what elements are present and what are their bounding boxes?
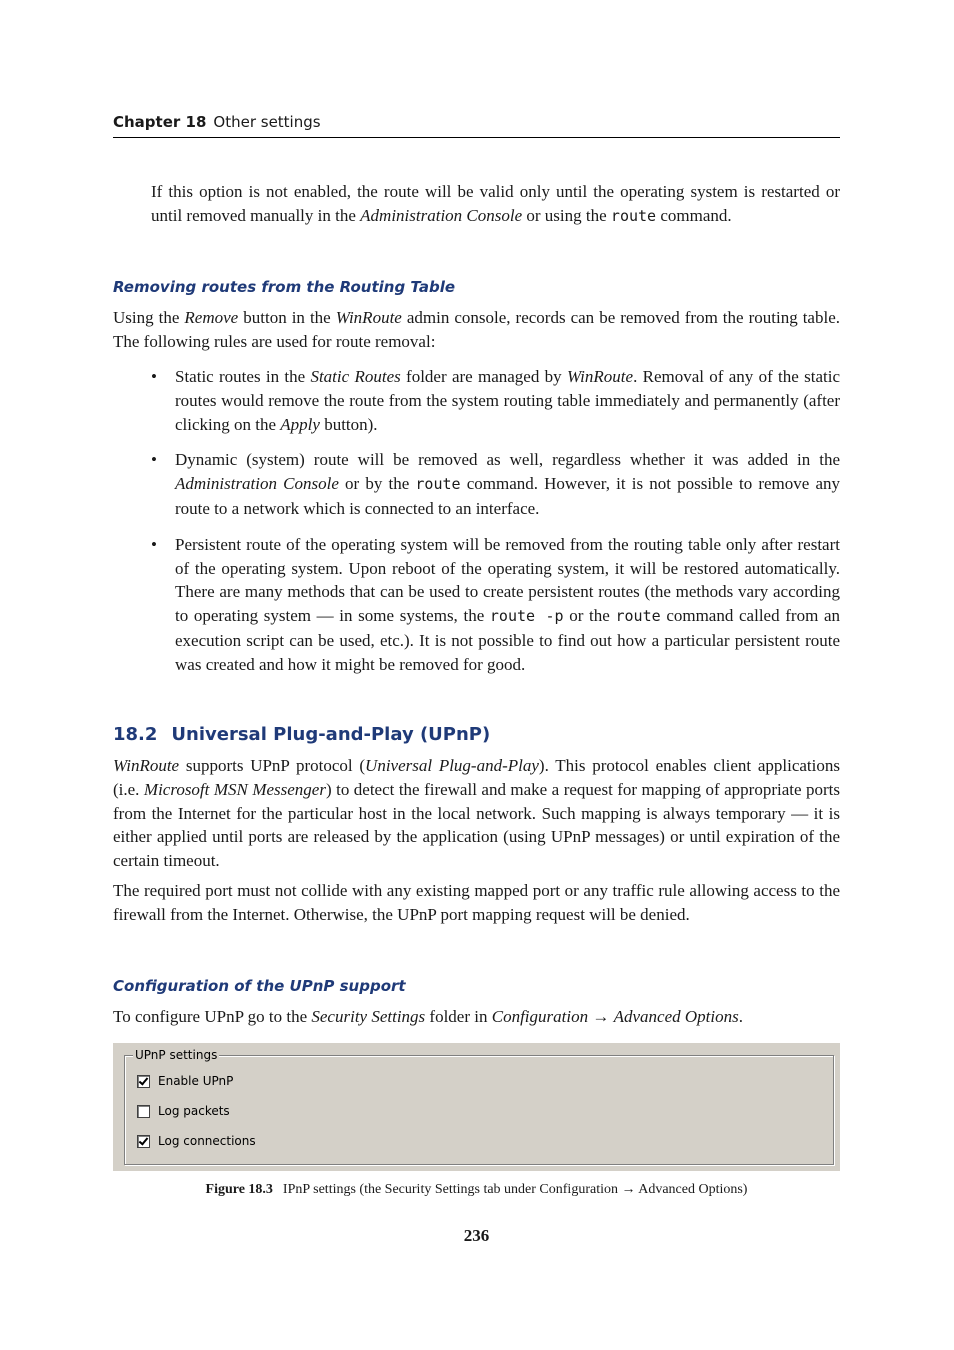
subheading-upnp-config: Configuration of the UPnP support [113,977,406,995]
running-head [113,113,840,138]
log-connections-option[interactable] [137,1134,256,1148]
removal-rules-list [151,365,840,689]
enable-upnp-checkbox[interactable] [137,1075,150,1088]
upnp-port-paragraph: The required port must not collide with any existing mapped port or any traffic rule allowing access to the firewall from the Internet. Otherwise, the UPnP port mapping request will be denied. [113,881,840,924]
log-packets-checkbox[interactable] [137,1105,150,1118]
enable-upnp-option[interactable] [137,1074,233,1088]
list-item: • Persistent route of the operating system will be removed from the routing table only after restart of the operating system. Upon reboot of the operating system, it will be restored automatically. There are many methods that can be used to create persistent routes (the methods vary according to operating system — in some systems, the route -p or the route command called from an execution script can be used, etc.). It is not possible to find out how a particular persistent route was created and how it might be removed for good. [151,533,840,677]
upnp-intro-paragraph: WinRoute supports UPnP protocol (Universal Plug-and-Play). This protocol enables client applications (i.e. Microsoft MSN Messenger) to detect the firewall and make a request for mapping of appropriate ports from the Internet for the particular host in the local network. Such mapping is always temporary — it is either applied until ports are released by the application (using UPnP messages) or until expiration of the certain timeout. [113,756,840,871]
checkbox-label: Log connections [158,1134,256,1148]
subheading-removing-routes: Removing routes from the Routing Table [113,278,456,296]
chapter-title: Other settings [213,113,321,131]
section-heading-upnp [113,724,490,745]
log-connections-checkbox[interactable] [137,1135,150,1148]
chapter-label: Chapter 18 [113,113,207,131]
list-item: • Static routes in the Static Routes folder are managed by WinRoute. Removal of any of the static routes would remove the route from the system routing table immediately and permanently (after clicking on the Apply button). [151,365,840,436]
figure-caption [113,1182,840,1198]
upnp-config-paragraph: To configure UPnP go to the Security Settings folder in Configuration → Advanced Options. [113,1007,743,1026]
removing-intro-paragraph: Using the Remove button in the WinRoute admin console, records can be removed from the routing table. The following rules are used for route removal: [113,308,840,351]
upnp-settings-dialog [113,1043,840,1171]
intro-paragraph: If this option is not enabled, the route will be valid only until the operating system is restarted or until removed manually in the Administration Console or using the route command. [151,182,840,225]
log-packets-option[interactable] [137,1104,230,1118]
section-number: 18.2 [113,724,158,745]
upnp-settings-groupbox [124,1055,834,1165]
figure-caption-text: IPnP settings (the Security Settings tab under Configuration → Advanced Options) [282,1182,748,1197]
checkbox-label: Enable UPnP [158,1074,234,1088]
groupbox-label: UPnP settings [135,1048,218,1062]
figure-label: Figure 18.3 [205,1182,273,1197]
section-title: Universal Plug-and-Play (UPnP) [171,724,491,745]
list-item: • Dynamic (system) route will be removed as well, regardless whether it was added in the Administration Console or by the route command. However, it is not possible to remove any route to a network which is connected to an interface. [151,448,840,520]
page-number: 236 [463,1226,490,1245]
checkbox-label: Log packets [158,1104,230,1118]
